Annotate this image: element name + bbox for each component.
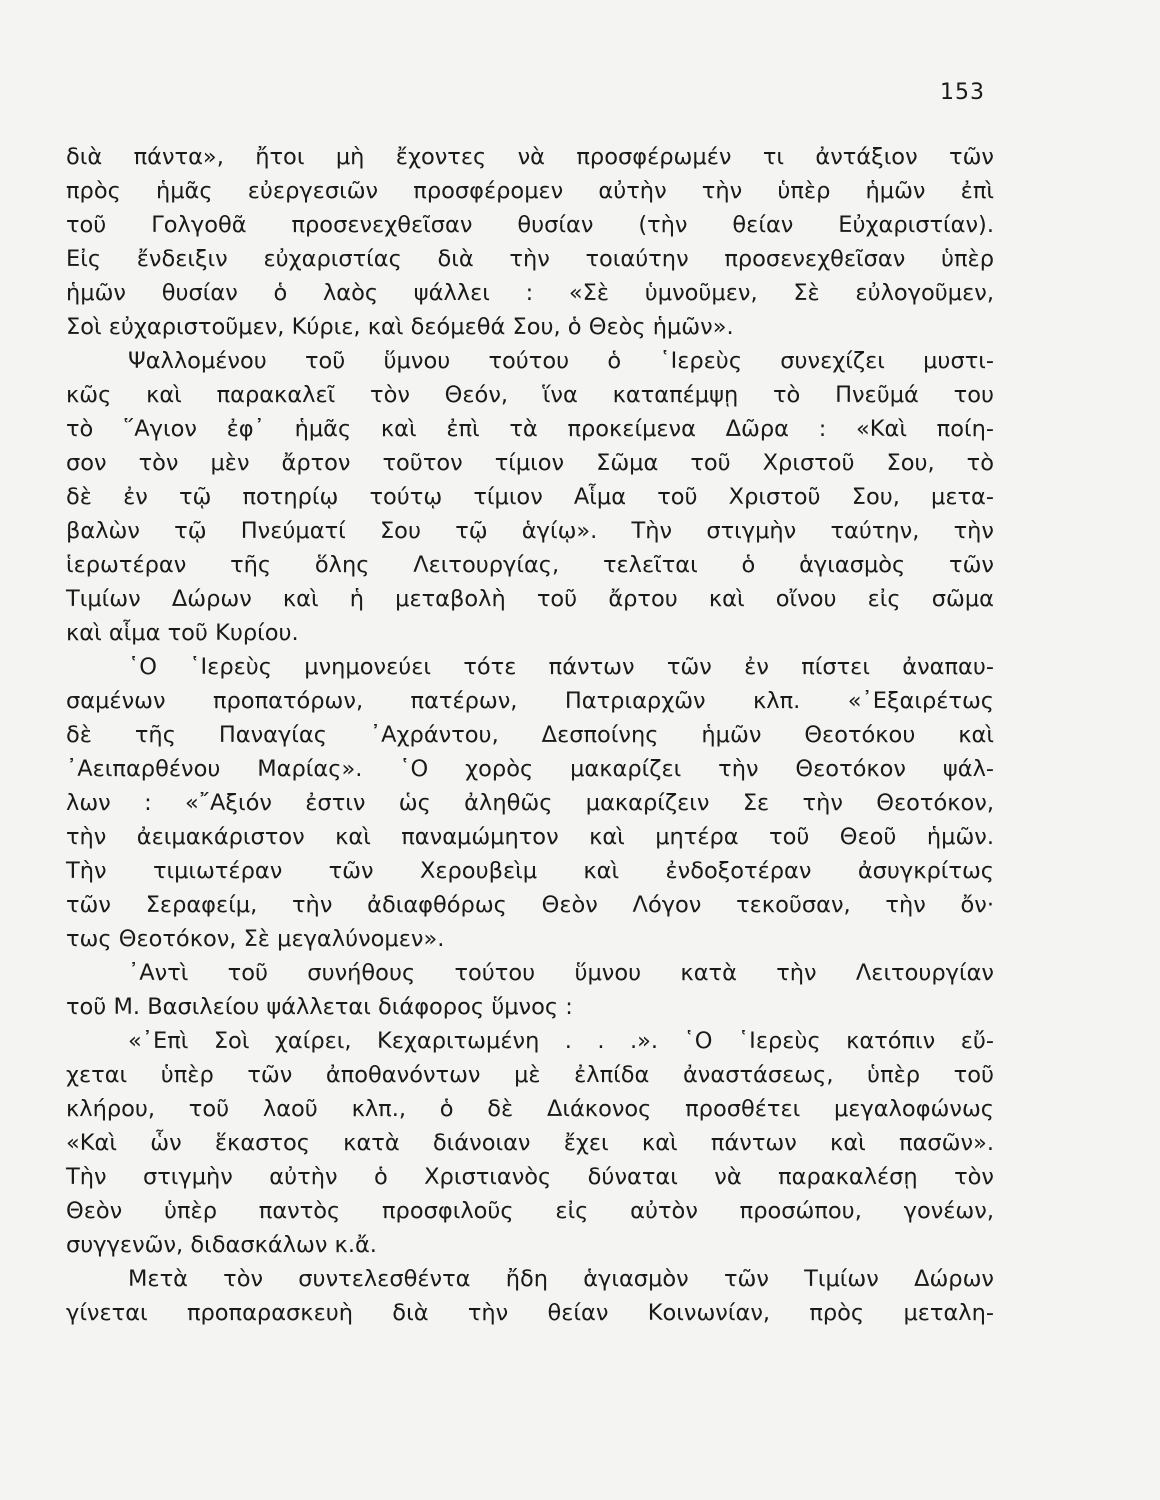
text-line: Ψαλλομένου τοῦ ὕμνου τούτου ὁ ῾Ιερεὺς συνεχίζει μυστι- xyxy=(128,348,994,374)
text-line: Σοὶ εὐχαριστοῦμεν, Κύριε, καὶ δεόμεθά Σου, ὁ Θεὸς ἡμῶν». xyxy=(66,314,734,340)
text-line: ᾿Αειπαρθένου Μαρίας». ῾Ο χορὸς μακαρίζει τὴν Θεοτόκον ψάλ- xyxy=(66,756,994,782)
text-line: Θεὸν ὑπὲρ παντὸς προσφιλοῦς εἰς αὐτὸν προσώπου, γονέων, xyxy=(66,1198,994,1224)
text-line: βαλὼν τῷ Πνεύματί Σου τῷ ἁγίῳ». Τὴν στιγμὴν ταύτην, τὴν xyxy=(66,518,994,544)
text-line: τὸ ῞Αγιον ἐφ᾿ ἡμᾶς καὶ ἐπὶ τὰ προκείμενα Δῶρα : «Καὶ ποίη- xyxy=(66,416,994,442)
text-line: ᾿Αντὶ τοῦ συνήθους τούτου ὕμνου κατὰ τὴν Λειτουργίαν xyxy=(128,960,994,986)
text-line: διὰ πάντα», ἤτοι μὴ ἔχοντες νὰ προσφέρωμέν τι ἀντάξιον τῶν xyxy=(66,144,994,170)
text-line: τοῦ Μ. Βασιλείου ψάλλεται διάφορος ὕμνος : xyxy=(66,994,573,1020)
text-line: «Καὶ ὧν ἕκαστος κατὰ διάνοιαν ἔχει καὶ πάντων καὶ πασῶν». xyxy=(66,1130,994,1156)
text-line: ῾Ο ῾Ιερεὺς μνημονεύει τότε πάντων τῶν ἐν πίστει ἀναπαυ- xyxy=(128,654,994,680)
text-line: πρὸς ἡμᾶς εὐεργεσιῶν προσφέρομεν αὐτὴν τὴν ὑπὲρ ἡμῶν ἐπὶ xyxy=(66,178,994,204)
text-line: σον τὸν μὲν ἄρτον τοῦτον τίμιον Σῶμα τοῦ Χριστοῦ Σου, τὸ xyxy=(66,450,994,476)
text-line: Τὴν τιμιωτέραν τῶν Χερουβεὶμ καὶ ἐνδοξοτέραν ἀσυγκρίτως xyxy=(66,858,994,884)
text-line: ἱερωτέραν τῆς ὅλης Λειτουργίας, τελεῖται ὁ ἁγιασμὸς τῶν xyxy=(66,552,994,578)
text-line: «᾿Επὶ Σοὶ χαίρει, Κεχαριτωμένη . . .». ῾Ο ῾Ιερεὺς κατόπιν εὔ- xyxy=(128,1028,994,1054)
text-line: τοῦ Γολγοθᾶ προσενεχθεῖσαν θυσίαν (τὴν θείαν Εὐχαριστίαν). xyxy=(66,212,994,238)
text-line: Τιμίων Δώρων καὶ ἡ μεταβολὴ τοῦ ἄρτου καὶ οἴνου εἰς σῶμα xyxy=(66,586,994,612)
text-line: ἡμῶν θυσίαν ὁ λαὸς ψάλλει : «Σὲ ὑμνοῦμεν, Σὲ εὐλογοῦμεν, xyxy=(66,280,994,306)
text-line: κῶς καὶ παρακαλεῖ τὸν Θεόν, ἵνα καταπέμψῃ τὸ Πνεῦμά του xyxy=(66,382,994,408)
text-line: κλήρου, τοῦ λαοῦ κλπ., ὁ δὲ Διάκονος προσθέτει μεγαλοφώνως xyxy=(66,1096,994,1122)
body-text xyxy=(66,140,994,1330)
text-line: καὶ αἷμα τοῦ Κυρίου. xyxy=(66,620,299,646)
text-line: χεται ὑπὲρ τῶν ἀποθανόντων μὲ ἐλπίδα ἀναστάσεως, ὑπὲρ τοῦ xyxy=(66,1062,994,1088)
text-line: δὲ τῆς Παναγίας ᾿Αχράντου, Δεσποίνης ἡμῶν Θεοτόκου καὶ xyxy=(66,722,994,748)
text-line: Μετὰ τὸν συντελεσθέντα ἤδη ἁγιασμὸν τῶν Τιμίων Δώρων xyxy=(128,1266,994,1292)
text-line: συγγενῶν, διδασκάλων κ.ἄ. xyxy=(66,1232,377,1258)
text-line: δὲ ἐν τῷ ποτηρίῳ τούτῳ τίμιον Αἷμα τοῦ Χριστοῦ Σου, μετα- xyxy=(66,484,994,510)
text-line: Τὴν στιγμὴν αὐτὴν ὁ Χριστιανὸς δύναται νὰ παρακαλέσῃ τὸν xyxy=(66,1164,994,1190)
text-line: τὴν ἀειμακάριστον καὶ παναμώμητον καὶ μητέρα τοῦ Θεοῦ ἡμῶν. xyxy=(66,824,994,850)
text-line: τως Θεοτόκον, Σὲ μεγαλύνομεν». xyxy=(66,926,445,952)
text-line: Εἰς ἔνδειξιν εὐχαριστίας διὰ τὴν τοιαύτην προσενεχθεῖσαν ὑπὲρ xyxy=(66,246,994,272)
text-line: σαμένων προπατόρων, πατέρων, Πατριαρχῶν κλπ. «᾿Εξαιρέτως xyxy=(66,688,994,714)
page-number: 153 xyxy=(940,80,985,105)
text-line: γίνεται προπαρασκευὴ διὰ τὴν θείαν Κοινωνίαν, πρὸς μεταλη- xyxy=(66,1300,994,1326)
text-line: τῶν Σεραφείμ, τὴν ἀδιαφθόρως Θεὸν Λόγον τεκοῦσαν, τὴν ὄν· xyxy=(66,892,994,918)
text-line: λων : «῎Αξιόν ἐστιν ὡς ἀληθῶς μακαρίζειν Σε τὴν Θεοτόκον, xyxy=(66,790,994,816)
